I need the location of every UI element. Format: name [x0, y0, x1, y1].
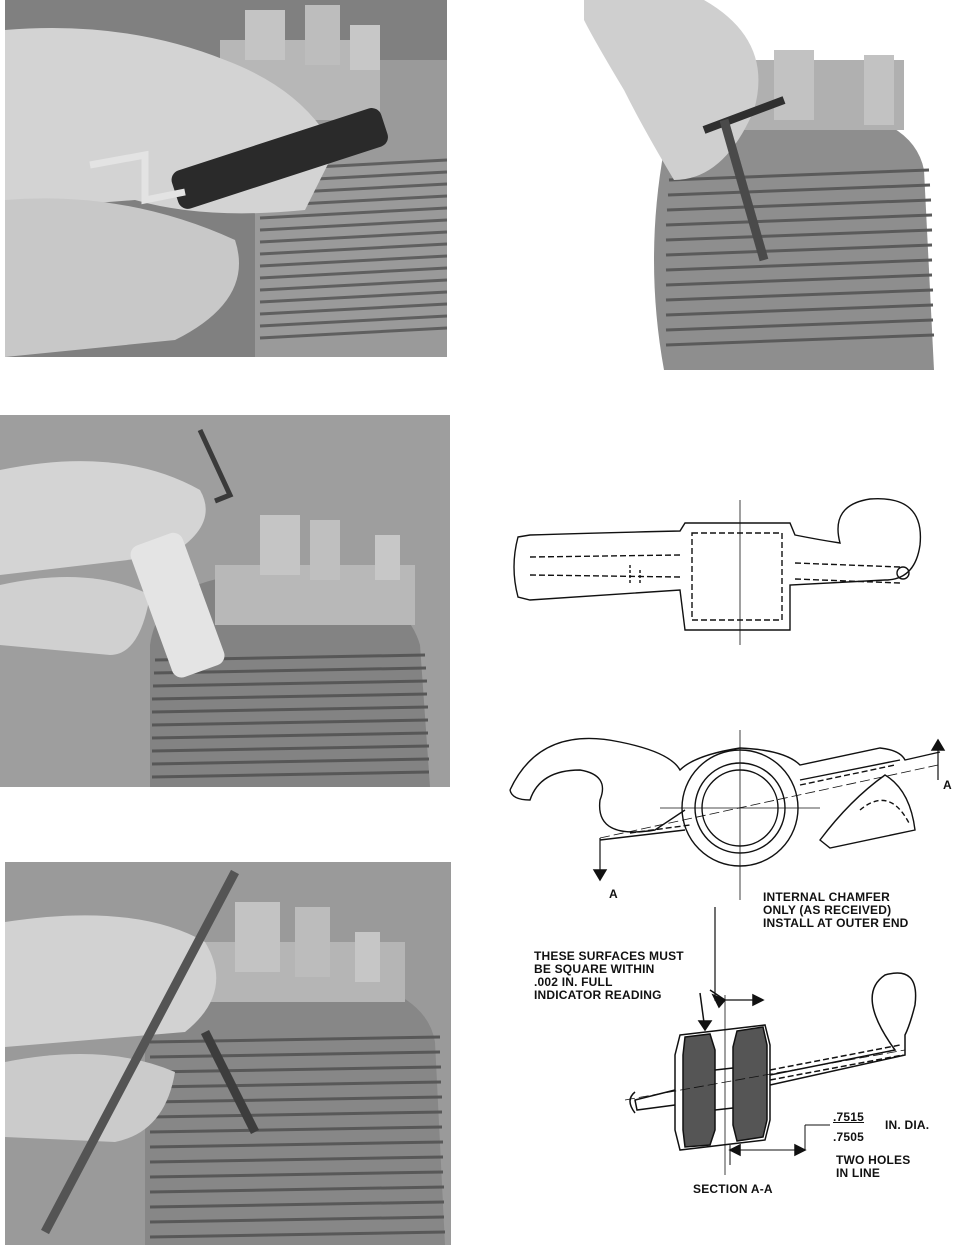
photo-2-graphic: [584, 0, 940, 370]
surfaces-note: THESE SURFACES MUST BE SQUARE WITHIN .002 IN. FULL INDICATOR READING: [534, 949, 684, 1002]
section-marker-right: A: [943, 778, 952, 792]
dimension-lower: .7505: [833, 1130, 865, 1144]
photo-3-graphic: [0, 415, 450, 787]
dimension-unit: IN. DIA.: [885, 1118, 930, 1132]
photo-1-graphic: [5, 0, 447, 357]
photo-rod-at-cylinder-head: [5, 862, 451, 1245]
photo-driver-at-cylinder-head: [0, 415, 450, 787]
photo-tool-in-rocker-boss: [5, 0, 447, 357]
section-marker-left: A: [609, 887, 618, 901]
dimension-upper: .7515: [833, 1110, 865, 1124]
section-title: SECTION A-A: [693, 1182, 773, 1196]
photo-4-graphic: [5, 862, 451, 1245]
holes-note: TWO HOLES IN LINE: [836, 1153, 911, 1180]
rocker-arm-side-view-diagram: [500, 730, 957, 905]
rocker-arm-top-view-diagram: [500, 495, 950, 655]
photo-reaming-rocker-boss: [584, 0, 940, 370]
chamfer-note: INTERNAL CHAMFER ONLY (AS RECEIVED) INSTALL AT OUTER END: [763, 890, 909, 930]
